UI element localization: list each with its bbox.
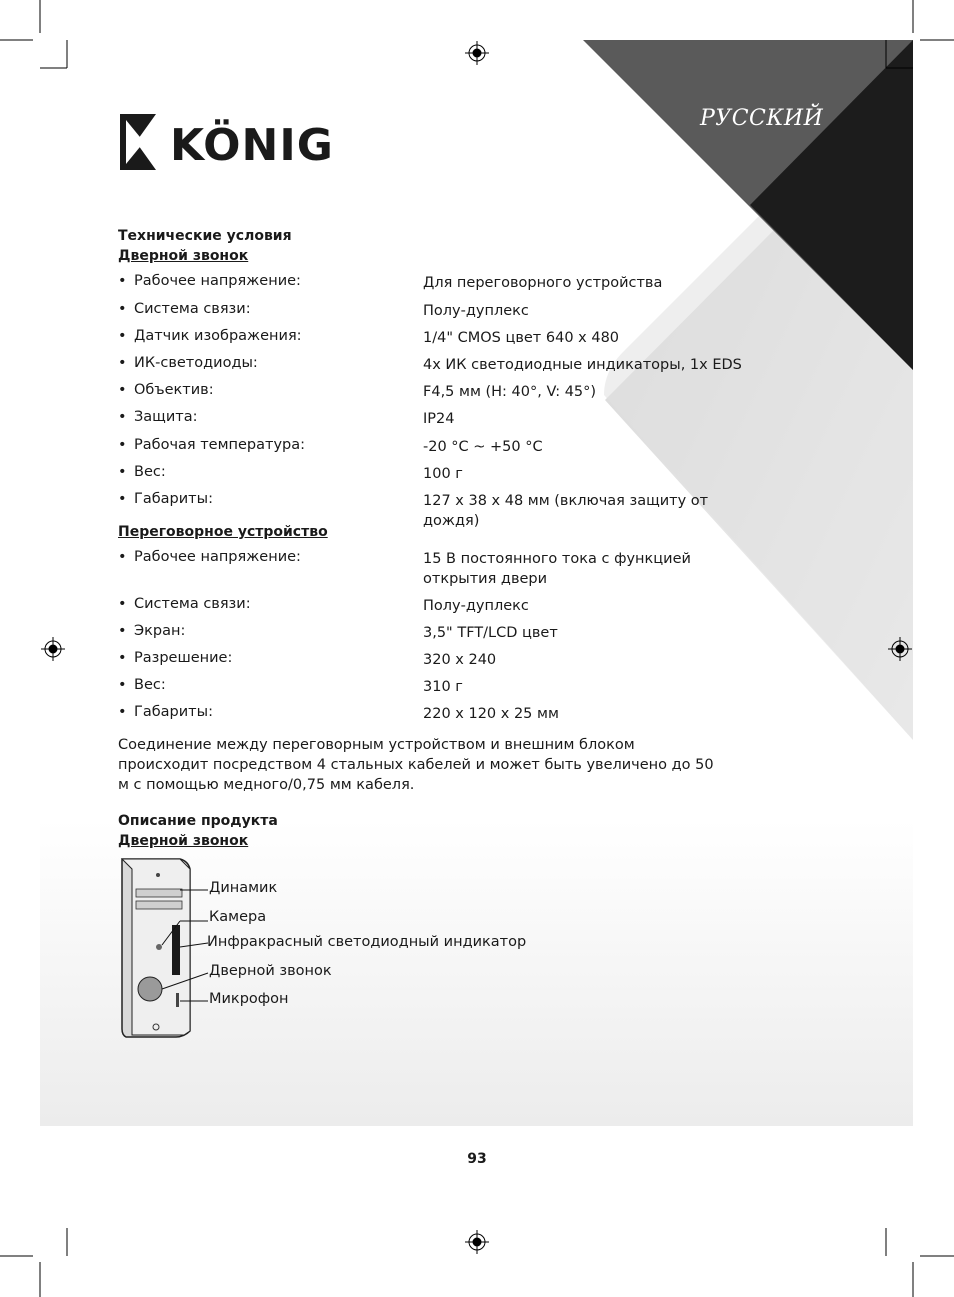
spec-value: 310 г (423, 679, 463, 695)
callout-camera: Камера (209, 909, 267, 925)
doorbell-illustration (118, 855, 218, 1041)
spec-row (118, 382, 758, 404)
bullet: • (118, 409, 127, 425)
spec-value: 127 x 38 x 48 мм (включая защиту от дождя) (423, 493, 709, 529)
bullet: • (118, 650, 127, 666)
spec-row (118, 328, 758, 350)
registration-mark-bottom (465, 1230, 489, 1254)
spec-row (118, 596, 758, 618)
spec-label: Защита: (134, 409, 198, 425)
speaker-grille (136, 889, 182, 897)
bullet: • (118, 596, 127, 612)
spec-row (118, 704, 758, 726)
spec-value: 3,5" TFT/LCD цвет (423, 625, 558, 641)
bullet: • (118, 549, 127, 565)
spec-label: Система связи: (134, 596, 251, 612)
bullet: • (118, 623, 127, 639)
spec-row (118, 437, 758, 459)
ir-led-panel (172, 925, 180, 975)
spec-value: 220 x 120 x 25 мм (423, 706, 559, 722)
brand-logo (118, 112, 340, 176)
bullet: • (118, 464, 127, 480)
spec-label: Рабочее напряжение: (134, 273, 301, 289)
doorbell-button (138, 977, 162, 1001)
bullet: • (118, 273, 127, 289)
spec-label: Вес: (134, 464, 166, 480)
language-label: РУССКИЙ (700, 106, 824, 131)
spec-row (118, 464, 758, 486)
callout-speaker: Динамик (209, 880, 278, 896)
bullet: • (118, 677, 127, 693)
registration-mark-left (41, 637, 65, 661)
spec-label: Разрешение: (134, 650, 233, 666)
microphone-slot (176, 993, 179, 1007)
bullet: • (118, 704, 127, 720)
description-subheading: Дверной звонок (118, 833, 249, 849)
spec-label: Рабочая температура: (134, 437, 306, 453)
bullet: • (118, 301, 127, 317)
bullet: • (118, 491, 127, 507)
spec-value: 1/4" CMOS цвет 640 x 480 (423, 330, 620, 346)
spec-value: Полу-дуплекс (423, 303, 529, 319)
bullet: • (118, 382, 127, 398)
spec-label: Рабочее напряжение: (134, 549, 301, 565)
spec-row (118, 301, 758, 323)
spec-value: Для переговорного устройства (423, 275, 663, 291)
registration-mark-top (465, 41, 489, 65)
spec-value: F4,5 мм (H: 40°, V: 45°) (423, 384, 597, 400)
spec-value: 4x ИК светодиодные индикаторы, 1x EDS (423, 357, 742, 373)
spec-row (118, 650, 758, 672)
spec-label: Габариты: (134, 491, 213, 507)
intercom-specs-heading: Переговорное устройство (118, 524, 328, 540)
callout-doorbell-button: Дверной звонок (209, 963, 332, 979)
specs-title: Технические условия (118, 228, 292, 244)
connection-note: Соединение между переговорным устройством и внешним блоком происходит посредством 4 стальных кабелей и может быть увеличено до 50 м с помощью медного/0,75 мм кабеля. (118, 737, 714, 793)
bullet: • (118, 328, 127, 344)
spec-label: Габариты: (134, 704, 213, 720)
spec-row (118, 409, 758, 431)
spec-row (118, 677, 758, 699)
spec-row (118, 549, 758, 587)
spec-value: 15 В постоянного тока с функцией открытия двери (423, 551, 691, 587)
spec-label: Датчик изображения: (134, 328, 302, 344)
bullet: • (118, 355, 127, 371)
spec-label: ИК-светодиоды: (134, 355, 258, 371)
spec-label: Система связи: (134, 301, 251, 317)
spec-row (118, 623, 758, 645)
description-title: Описание продукта (118, 813, 278, 829)
spec-label: Объектив: (134, 382, 214, 398)
callout-ir-led: Инфракрасный светодиодный индикатор (207, 934, 527, 950)
callout-microphone: Микрофон (209, 991, 289, 1007)
doorbell-specs-heading: Дверной звонок (118, 248, 249, 264)
spec-value: 320 x 240 (423, 652, 497, 668)
spec-label: Экран: (134, 623, 186, 639)
spec-value: Полу-дуплекс (423, 598, 529, 614)
page-number: 93 (467, 1151, 487, 1167)
spec-value: 100 г (423, 466, 463, 482)
spec-value: -20 °C ~ +50 °C (423, 439, 543, 455)
spec-row (118, 355, 758, 377)
spec-row (118, 491, 758, 529)
spec-row (118, 273, 758, 295)
spec-value: IP24 (423, 411, 455, 427)
spec-label: Вес: (134, 677, 166, 693)
svg-text:KÖNIG: KÖNIG (170, 120, 334, 171)
bullet: • (118, 437, 127, 453)
camera-lens (156, 944, 162, 950)
